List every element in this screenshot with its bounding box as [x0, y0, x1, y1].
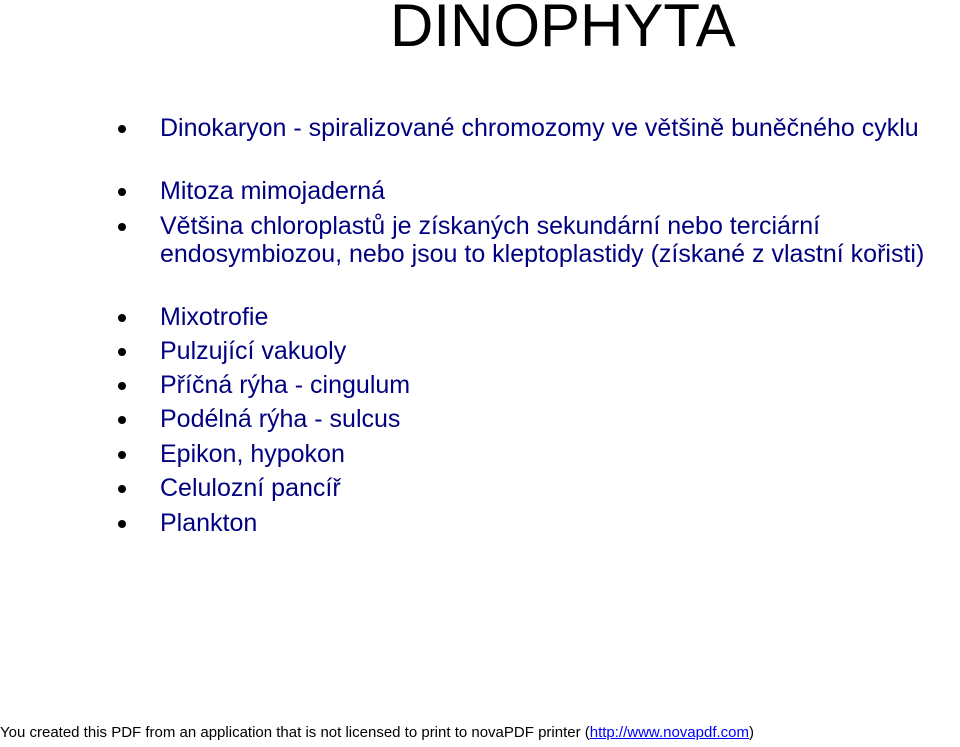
- bullet-item-epikon: [0, 440, 960, 468]
- bullet-dot-icon: [118, 520, 126, 528]
- bullet-text: Mixotrofie: [160, 303, 269, 331]
- novapdf-link[interactable]: http://www.novapdf.com: [589, 724, 749, 741]
- bullet-text: Většina chloroplastů je získaných sekundární nebo terciární endosymbiozou, nebo jsou to kleptoplastidy (získané z vlastní kořisti): [160, 212, 925, 268]
- license-footer: [0, 724, 960, 742]
- bullet-text: Podélná rýha - sulcus: [160, 405, 401, 433]
- bullet-item-plankton: [0, 509, 960, 537]
- bullet-text: Epikon, hypokon: [160, 440, 345, 468]
- bullet-text: Plankton: [160, 509, 258, 537]
- bullet-dot-icon: [118, 188, 126, 196]
- footer-text-after: ): [749, 724, 754, 741]
- bullet-item-cingulum: [0, 371, 960, 399]
- bullet-text: Pulzující vakuoly: [160, 337, 347, 365]
- bullet-dot-icon: [118, 223, 126, 231]
- bullet-dot-icon: [118, 451, 126, 459]
- bullet-item-chloroplasty: [0, 212, 960, 296]
- bullet-item-sulcus: [0, 405, 960, 433]
- bullet-dot-icon: [118, 382, 126, 390]
- bullet-item-mitoza: [0, 177, 960, 205]
- bullet-dot-icon: [118, 416, 126, 424]
- bullet-dot-icon: [118, 485, 126, 493]
- bullet-dot-icon: [118, 125, 126, 133]
- slide-title: DINOPHYTA: [390, 0, 736, 59]
- bullet-item-dinokaryon: [0, 114, 960, 170]
- bullet-text: Dinokaryon - spiralizované chromozomy ve většině buněčného cyklu: [160, 114, 919, 142]
- bullet-dot-icon: [118, 314, 126, 322]
- bullet-item-vakuoly: [0, 337, 960, 365]
- bullet-text: Mitoza mimojaderná: [160, 177, 386, 205]
- bullet-item-mixotrofie: [0, 303, 960, 331]
- bullet-item-pancir: [0, 474, 960, 502]
- bullet-text: Celulozní pancíř: [160, 474, 341, 502]
- bullet-text: Příčná rýha - cingulum: [160, 371, 411, 399]
- bullet-dot-icon: [118, 348, 126, 356]
- footer-text-before: You created this PDF from an application that is not licensed to print to novaPDF printer (: [0, 724, 590, 741]
